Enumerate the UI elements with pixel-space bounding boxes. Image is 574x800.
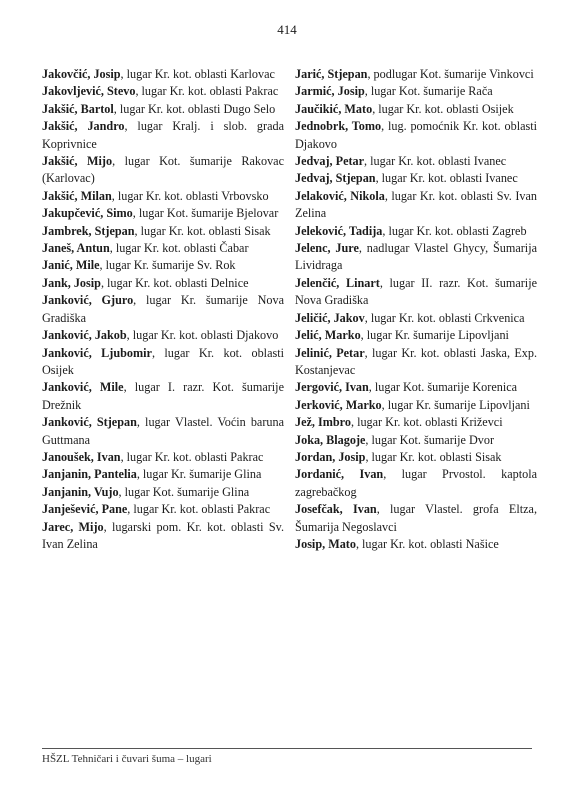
page-number: 414 xyxy=(277,22,297,37)
entry-name: Jordan, Josip xyxy=(295,449,366,464)
list-item xyxy=(295,66,537,83)
entry-description: , lugar Kr. kot. oblasti Zagreb xyxy=(382,223,527,238)
entry-description: , lugar Kr. kot. oblasti Pakrac xyxy=(127,502,271,517)
entry-name: Jakovljević, Stevo xyxy=(42,84,136,99)
right-column xyxy=(295,66,537,553)
list-item xyxy=(295,466,537,501)
entry-name: Jedvaj, Stjepan xyxy=(295,171,376,186)
entry-name: Jarić, Stjepan xyxy=(295,67,368,81)
entry-description: , lugar Vlastel. Voćin baruna Guttmana xyxy=(42,415,284,447)
entry-description: , lugar Kr. kot. oblasti Ivanec xyxy=(375,171,518,186)
entry-name: Jeleković, Tadija xyxy=(295,223,383,238)
list-item xyxy=(42,83,284,100)
entry-name: Janković, Mile xyxy=(42,380,124,395)
entry-name: Janković, Gjuro xyxy=(42,293,134,308)
entry-name: Jank, Josip xyxy=(42,275,101,290)
entry-description: , lug. pomoćnik Kr. kot. oblasti Djakovo xyxy=(295,119,538,151)
entry-name: Jaučikić, Mato xyxy=(295,101,373,116)
list-item xyxy=(295,170,537,187)
entry-name: Jerković, Marko xyxy=(295,397,382,412)
list-item xyxy=(295,310,537,327)
entry-description: , podlugar Kot. šumarije Vinkovci xyxy=(367,67,534,81)
entry-name: Jelinić, Petar xyxy=(295,345,365,360)
entry-name: Janjanin, Pantelia xyxy=(42,467,137,482)
entry-description: , lugar Kr. kot. oblasti Dugo Selo xyxy=(113,101,276,116)
entry-description: , lugar Kr. kot. oblasti Osijek xyxy=(372,101,514,116)
list-item xyxy=(295,118,537,153)
entry-name: Jedvaj, Petar xyxy=(295,154,365,169)
entry-name: Jergović, Ivan xyxy=(295,380,369,395)
entry-description: , lugarski pom. Kr. kot. oblasti Sv. Ivan Zelina xyxy=(42,519,284,551)
entry-name: Jelenc, Jure xyxy=(295,241,359,256)
list-item xyxy=(295,153,537,170)
entry-name: Jarec, Mijo xyxy=(42,519,104,534)
entry-description: , lugar Kr. kot. oblasti Delnice xyxy=(100,275,249,290)
entry-name: Janković, Ljubomir xyxy=(42,345,152,360)
footer-divider xyxy=(42,748,532,749)
entry-description: , lugar Kot. šumarije Dvor xyxy=(365,432,495,447)
list-item xyxy=(295,327,537,344)
entry-name: Janeš, Antun xyxy=(42,241,110,256)
list-item xyxy=(42,275,284,292)
entry-name: Jelić, Marko xyxy=(295,328,361,343)
entry-description: , lugar Kr. kot. oblasti Sisak xyxy=(134,223,271,238)
entry-name: Janjanin, Vujo xyxy=(42,484,119,499)
entry-name: Joka, Blagoje xyxy=(295,432,366,447)
entry-description: , lugar Prvostol. kaptola zagrebačkog xyxy=(295,467,537,499)
entry-description: , lugar Kr. kot. oblasti Djakovo xyxy=(126,328,279,343)
list-item xyxy=(42,449,284,466)
list-item xyxy=(295,188,537,223)
list-item xyxy=(42,153,284,188)
list-item xyxy=(295,501,537,536)
list-item xyxy=(42,257,284,274)
entry-description: , lugar I. razr. Kot. šumarije Drežnik xyxy=(42,380,284,412)
entry-name: Jakšić, Mijo xyxy=(42,154,113,169)
entry-description: , lugar Kr. šumarije Sv. Rok xyxy=(99,258,236,273)
entry-name: Jordanić, Ivan xyxy=(295,467,384,482)
list-item xyxy=(295,414,537,431)
entry-description: , lugar Kr. kot. oblasti Pakrac xyxy=(120,449,264,464)
list-item xyxy=(295,397,537,414)
entry-description: , lugar Kr. kot. oblasti Pakrac xyxy=(135,84,279,99)
list-item xyxy=(42,223,284,240)
list-item xyxy=(295,449,537,466)
list-item xyxy=(42,292,284,327)
list-item xyxy=(42,379,284,414)
entry-name: Jarmić, Josip xyxy=(295,84,365,99)
entry-name: Jež, Imbro xyxy=(295,415,351,430)
entry-name: Janić, Mile xyxy=(42,258,100,273)
entry-name: Jelaković, Nikola xyxy=(295,188,385,203)
list-item xyxy=(295,101,537,118)
list-item xyxy=(42,345,284,380)
entry-description: , lugar Vlastel. grofa Eltza, Šumarija Negoslavci xyxy=(295,502,537,534)
entry-description: , lugar II. razr. Kot. šumarije Nova Gradiška xyxy=(295,275,537,308)
entry-name: Janoušek, Ivan xyxy=(42,449,121,464)
entry-name: Jakšić, Bartol xyxy=(42,101,114,116)
entry-description: , lugar Kr. kot. oblasti Našice xyxy=(355,536,499,551)
entry-description: , lugar Kr. šumarije Lipovljani xyxy=(381,397,530,412)
list-item xyxy=(295,345,537,380)
entry-name: Josip, Mato xyxy=(295,536,356,551)
entry-name: Janješević, Pane xyxy=(42,502,128,517)
entry-name: Jeličić, Jakov xyxy=(295,310,365,325)
entry-name: Jakšić, Milan xyxy=(42,188,112,203)
entry-description: , lugar Kot. šumarije Korenica xyxy=(368,380,518,395)
list-item xyxy=(295,223,537,240)
entry-name: Jakšić, Jandro xyxy=(42,119,125,134)
list-item xyxy=(295,275,537,310)
entry-name: Jambrek, Stjepan xyxy=(42,223,135,238)
left-column xyxy=(42,66,284,553)
entry-description: , nadlugar Vlastel Ghycy, Šumarija Lividraga xyxy=(295,241,537,273)
footer-text: HŠZL Tehničari i čuvari šuma – lugari xyxy=(42,753,212,765)
entry-description: , lugar Kot. šumarije Bjelovar xyxy=(132,206,279,221)
list-item xyxy=(42,240,284,257)
list-item xyxy=(42,327,284,344)
list-item xyxy=(42,501,284,518)
entry-description: , lugar Kr. kot. oblasti Sv. Ivan Zelina xyxy=(295,188,537,221)
list-item xyxy=(42,118,284,153)
entry-name: Josefčak, Ivan xyxy=(295,502,377,517)
entry-description: , lugar Kr. kot. oblasti Čabar xyxy=(109,241,249,256)
entry-description: , lugar Kr. šumarije Glina xyxy=(136,467,262,482)
list-item xyxy=(42,414,284,449)
list-item xyxy=(295,240,537,275)
entry-name: Janković, Stjepan xyxy=(42,415,137,430)
entry-name: Jednobrk, Tomo xyxy=(295,119,382,134)
list-item xyxy=(295,379,537,396)
entry-description: , lugar Kr. šumarije Nova Gradiška xyxy=(42,293,285,325)
entry-description: , lugar Kot. šumarije Glina xyxy=(118,484,250,499)
list-item xyxy=(295,536,537,553)
list-item xyxy=(42,66,284,83)
entry-description: , lugar Kr. kot. oblasti Križevci xyxy=(350,415,503,430)
entry-name: Jelenčić, Linart xyxy=(295,275,380,290)
list-item xyxy=(42,188,284,205)
entry-description: , lugar Kr. kot. oblasti Osijek xyxy=(42,345,284,377)
list-item xyxy=(295,432,537,449)
entry-description: , lugar Kr. kot. oblasti Jaska, Exp. Kostanjevac xyxy=(295,345,537,377)
list-item xyxy=(42,101,284,118)
entry-description: , lugar Kr. šumarije Lipovljani xyxy=(360,328,509,343)
entry-description: , lugar Kr. kot. oblasti Crkvenica xyxy=(364,310,525,325)
entry-description: , lugar Kr. kot. oblasti Karlovac xyxy=(120,67,275,81)
list-item xyxy=(42,205,284,222)
entry-description: , lugar Kot. šumarije Rača xyxy=(364,84,493,99)
list-item xyxy=(42,484,284,501)
entry-description: , lugar Kr. kot. oblasti Vrbovsko xyxy=(111,188,269,203)
entry-description: , lugar Kot. šumarije Rakovac (Karlovac) xyxy=(42,154,284,186)
list-item xyxy=(295,83,537,100)
list-item xyxy=(42,519,284,554)
entry-name: Janković, Jakob xyxy=(42,328,127,343)
entry-description: , lugar Kr. kot. oblasti Sisak xyxy=(365,449,502,464)
entry-name: Jakupčević, Simo xyxy=(42,206,133,221)
list-item xyxy=(42,466,284,483)
entry-description: , lugar Kralj. i slob. grada Koprivnice xyxy=(42,119,284,151)
entry-description: , lugar Kr. kot. oblasti Ivanec xyxy=(364,154,507,169)
entry-name: Jakovčić, Josip xyxy=(42,67,121,81)
